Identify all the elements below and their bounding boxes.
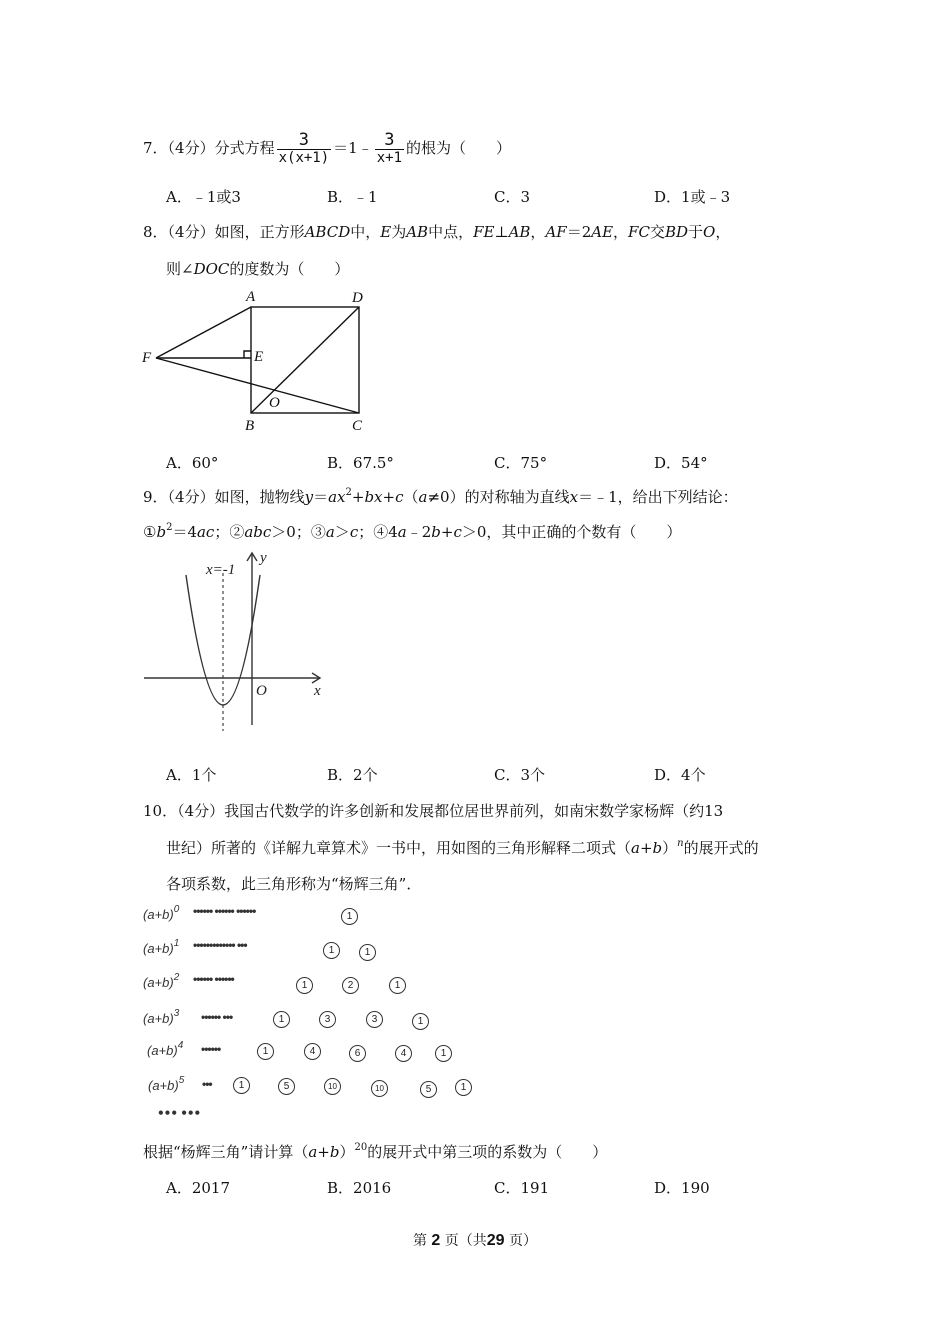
q8-number: 8． — [143, 223, 168, 241]
coef-circle: 1 — [412, 1013, 429, 1030]
q10-stem-line1: 10．（4分）我国古代数学的许多创新和发展都位居世界前列，如南宋数学家杨辉（约13 — [143, 802, 724, 820]
q9-option-a: A．1个 — [166, 766, 217, 784]
q10-option-d: D．190 — [654, 1179, 710, 1197]
q10-stem-line2: 世纪）所著的《详解九章算术》一书中，用如图的三角形解释二项式$(a+b)^n$的展开式的 — [166, 838, 759, 857]
q10-number: 10． — [143, 802, 178, 820]
coef-circle: 1 — [359, 944, 376, 961]
segment-fc — [156, 358, 359, 413]
q7-option-a: A．﹣1或3 — [166, 188, 241, 206]
triangle-row-4: $(a+b)^4$ •••••• 1 4 6 4 1 — [147, 1040, 547, 1064]
triangle-tail-dots: ••• ••• — [157, 1106, 201, 1120]
coef-circle: 6 — [349, 1045, 366, 1062]
label-c: C — [352, 418, 363, 434]
q8-option-a: A．60° — [166, 454, 219, 472]
coef-circle: 3 — [319, 1011, 336, 1028]
coef-circle: 1 — [435, 1045, 452, 1062]
q10-option-b: B．2016 — [327, 1179, 392, 1197]
q9-option-d: D．4个 — [654, 766, 706, 784]
q9-stem-line2: $①b^2=4ac$；②abc＞0；③a＞c；④4a﹣2b+c＞0，其中正确的个数有（ ） — [143, 522, 682, 541]
coef-circle: 10 — [324, 1078, 341, 1095]
triangle-row-0: $(a+b)^0$ •••••• •••••• •••••• 1 — [143, 904, 543, 928]
page-footer: 第 2 页（共29 页） — [412, 1232, 538, 1249]
label-f: F — [142, 350, 152, 366]
q8-option-c: C．75° — [494, 454, 548, 472]
coef-circle: 10 — [371, 1080, 388, 1097]
q8-stem-line2: 则∠DOC的度数为（ ） — [166, 260, 350, 278]
q9-figure — [140, 545, 340, 735]
coef-circle: 1 — [389, 977, 406, 994]
q7-option-c: C．3 — [494, 188, 531, 206]
q10-question: 根据“杨辉三角”请计算$(a+b)^{20}$的展开式中第三项的系数为（ ） — [143, 1142, 608, 1161]
right-angle-mark — [244, 351, 251, 358]
total-pages: 29 — [486, 1232, 505, 1249]
q7-fraction-2: $\frac{3}{x+1}$ — [376, 129, 403, 166]
triangle-row-5: $(a+b)^5$ ••• 1 5 10 10 5 1 — [148, 1075, 548, 1099]
coef-circle: 1 — [257, 1043, 274, 1060]
q8-option-d: D．54° — [654, 454, 708, 472]
label-o: O — [269, 395, 280, 411]
label-x: x — [314, 683, 321, 699]
label-b: B — [245, 418, 255, 434]
q7-option-d: D．1或﹣3 — [654, 188, 731, 206]
q7-number: 7． — [143, 139, 168, 157]
coef-circle: 2 — [342, 977, 359, 994]
coef-circle: 1 — [273, 1011, 290, 1028]
q9-number: 9． — [143, 488, 168, 506]
current-page: 2 — [431, 1232, 441, 1249]
coef-circle: 1 — [233, 1077, 250, 1094]
triangle-row-1: $(a+b)^1$ ••••••••••••• ••• 1 1 — [143, 938, 543, 962]
q9-option-b: B．2个 — [327, 766, 378, 784]
label-o: O — [256, 683, 267, 699]
q8-stem-line1: 8．（4分）如图，正方形ABCD中，E为AB中点，FE⊥AB，AF＝2AE，FC交BD于O， — [143, 223, 731, 241]
triangle-row-3: $(a+b)^3$ •••••• ••• 1 3 3 1 — [143, 1008, 543, 1032]
coef-circle: 1 — [341, 908, 358, 925]
q10-option-a: A．2017 — [166, 1179, 231, 1197]
segment-fa — [156, 307, 251, 358]
coef-circle: 4 — [304, 1043, 321, 1060]
label-y: y — [260, 550, 267, 566]
label-d: D — [352, 290, 363, 306]
label-a: A — [246, 289, 256, 305]
q7-option-b: B．﹣1 — [327, 188, 378, 206]
triangle-row-2: $(a+b)^2$ •••••• •••••• 1 2 1 — [143, 972, 543, 996]
coef-circle: 1 — [455, 1079, 472, 1096]
q10-option-c: C．191 — [494, 1179, 550, 1197]
coef-circle: 4 — [395, 1045, 412, 1062]
coef-circle: 1 — [296, 977, 313, 994]
label-axis-line: x=-1 — [206, 562, 236, 578]
q8-figure — [138, 285, 378, 435]
q9-stem-line1: 9．（4分）如图，抛物线$y=ax^2+bx+c(a\ne 0)$的对称轴为直线x＝﹣1，给出下列结论： — [143, 487, 738, 506]
coef-circle: 5 — [420, 1081, 437, 1098]
segment-bd — [251, 307, 359, 413]
label-e: E — [254, 349, 264, 365]
q7-fraction-1: $\frac{3}{x(x+1)}$ — [278, 129, 330, 166]
coef-circle: 1 — [323, 942, 340, 959]
coef-circle: 5 — [278, 1078, 295, 1095]
q8-option-b: B．67.5° — [327, 454, 394, 472]
coef-circle: 3 — [366, 1011, 383, 1028]
q7-stem: 7．（4分）分式方程 $\frac{3}{x(x+1)}$ ＝1﹣ $\frac{3}{x+1}$ 的根为（ ） — [143, 129, 512, 166]
q9-option-c: C．3个 — [494, 766, 546, 784]
q10-stem-line3: 各项系数，此三角形称为“杨辉三角”． — [166, 875, 422, 893]
